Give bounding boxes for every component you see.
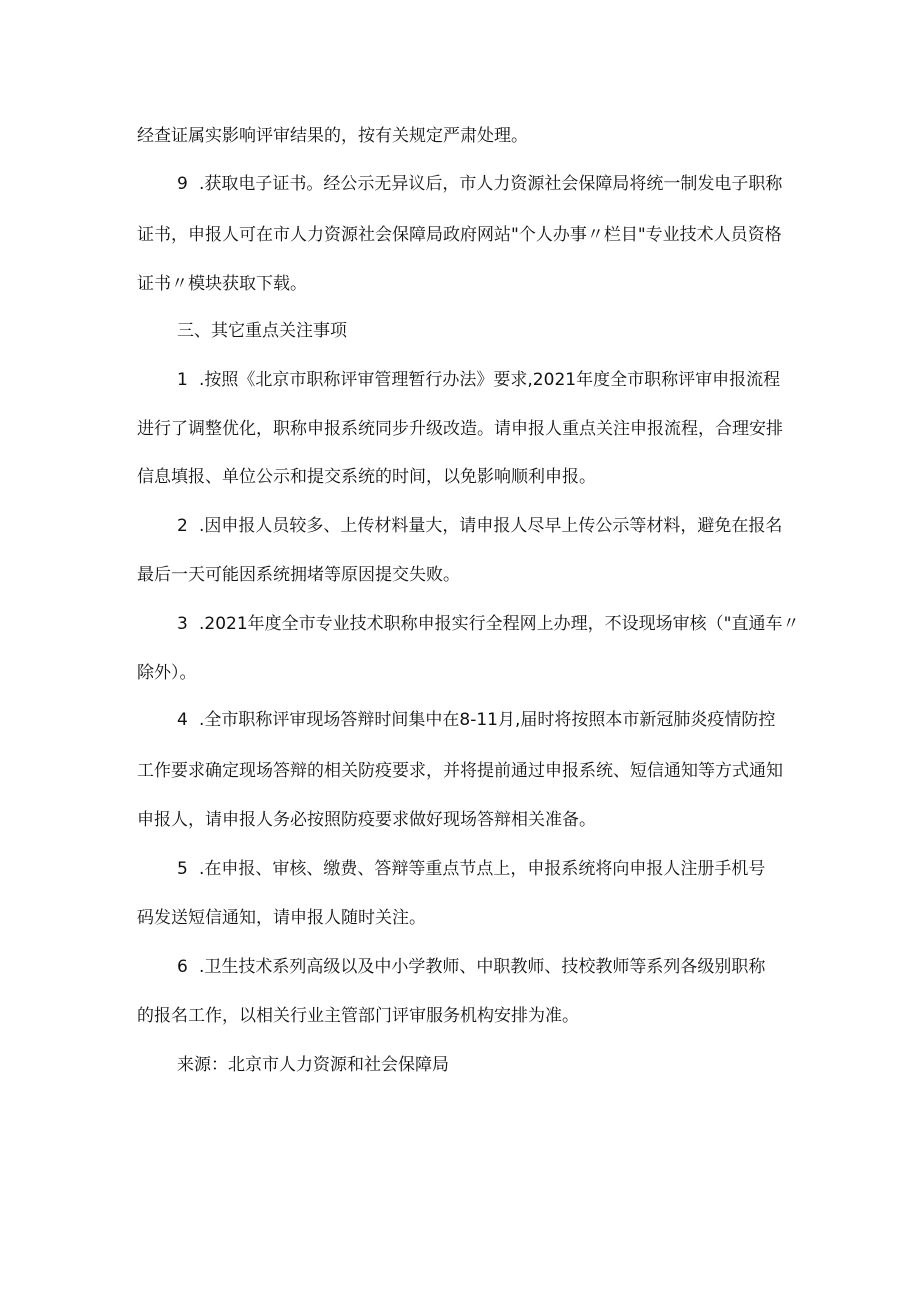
item-6-line-2: 的报名工作，以相关行业主管部门评审服务机构安排为准。 <box>137 1006 579 1026</box>
item-4-line-3: 申报人，请申报人务必按照防疫要求做好现场答辩相关准备。 <box>137 810 596 830</box>
section-heading: 三、其它重点关注事项 <box>177 321 347 341</box>
item-number: 5 <box>177 859 188 879</box>
item-number: 4 <box>177 710 188 730</box>
item-9-line-2: 证书，申报人可在市人力资源社会保障局政府网站"个人办事〃栏目"专业技术人员资格 <box>137 225 782 245</box>
paragraph-line: 经查证属实影响评审结果的，按有关规定严肃处理。 <box>137 126 528 146</box>
item-number: 6 <box>177 957 188 977</box>
item-3-line-2: 除外）。 <box>137 663 197 683</box>
item-number: 3 <box>177 614 188 634</box>
item-5-line-1 <box>177 857 765 881</box>
item-text: .获取电子证书。经公示无异议后，市人力资源社会保障局将统一制发电子职称 <box>199 174 783 194</box>
item-text: .在申报、审核、缴费、答辩等重点节点上，申报系统将向申报人注册手机号 <box>199 859 766 879</box>
item-1-line-2: 进行了调整优化，职称申报系统同步升级改造。请申报人重点关注申报流程，合理安排 <box>137 419 783 439</box>
item-1-line-3: 信息填报、单位公示和提交系统的时间，以免影响顺利申报。 <box>137 467 596 487</box>
item-2-line-2: 最后一天可能因系统拥堵等原因提交失败。 <box>137 565 460 585</box>
item-text: .因申报人员较多、上传材料量大，请申报人尽早上传公示等材料，避免在报名 <box>199 516 783 536</box>
item-1-line-1 <box>177 368 780 392</box>
item-9-line-1 <box>177 172 782 196</box>
item-9-line-3: 证书〃模块获取下载。 <box>137 274 307 294</box>
item-4-line-1 <box>177 708 775 732</box>
item-3-line-1 <box>177 612 800 636</box>
item-6-line-1 <box>177 955 765 979</box>
item-text: .卫生技术系列高级以及中小学教师、中职教师、技校教师等系列各级别职称 <box>199 957 766 977</box>
item-number: 1 <box>177 370 188 390</box>
item-text: .2021年度全市专业技术职称申报实行全程网上办理，不设现场审核（"直通车〃 <box>199 614 800 634</box>
item-number: 2 <box>177 516 188 536</box>
item-5-line-2: 码发送短信通知，请申报人随时关注。 <box>137 908 426 928</box>
item-4-line-2: 工作要求确定现场答辩的相关防疫要求，并将提前通过申报系统、短信通知等方式通知 <box>137 761 783 781</box>
source-line: 来源：北京市人力资源和社会保障局 <box>177 1055 449 1075</box>
item-2-line-1 <box>177 514 782 538</box>
item-text: .全市职称评审现场答辩时间集中在8-11月,届时将按照本市新冠肺炎疫情防控 <box>199 710 776 730</box>
item-number: 9 <box>177 174 188 194</box>
item-text: .按照《北京市职称评审管理暂行办法》要求,2021年度全市职称评审申报流程 <box>199 370 781 390</box>
